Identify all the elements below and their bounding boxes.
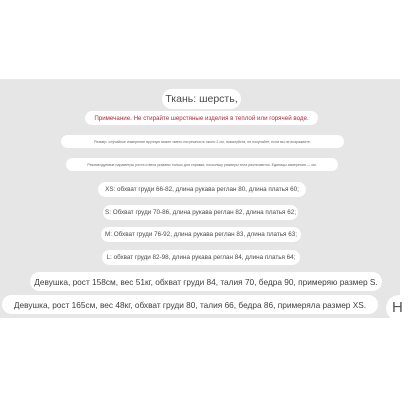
fabric-label: Ткань: шерсть, [162,89,241,109]
size-xs-row: XS: обхват груди 66-82, длина рукава реглан 80, длина платья 60; [98,182,306,197]
size-reference-disclaimer: Рекомендуемые параметры роста и веса указаны только для справки, поскольку размеры тела различаются. Единицы измерения — см. [66,158,338,171]
model-info-row: Девушка, рост 165см, вес 48кг, обхват груди 80, талия 66, бедра 86, примеряла размер XS. [2,295,378,314]
size-l-row: L: обхват груди 82-98, длина рукава реглан 84, длина платья 64; [102,250,300,265]
product-description-panel [0,79,403,318]
model-info-row: Девушка, рост 158см, вес 51кг, обхват груди 84, талия 70, бедра 90, примеряю размер S. [30,272,382,291]
next-slide-button[interactable]: Н [386,295,412,321]
size-m-row: M: Обхват груди 76-92, длина рукава реглан 83, длина платья 63; [101,227,301,242]
washing-note: Примечание. Не стирайте шерстяные изделия в теплой или горячей воде. [85,111,318,125]
measurement-disclaimer: Размер: случайное измерение вручную может иметь погрешность около 2 см, пожалуйста, не покупайте, если вы не возражаете. [61,135,344,148]
size-s-row: S: Обхват груди 70-86, длина рукава реглан 82, длина платья 62; [103,205,298,220]
